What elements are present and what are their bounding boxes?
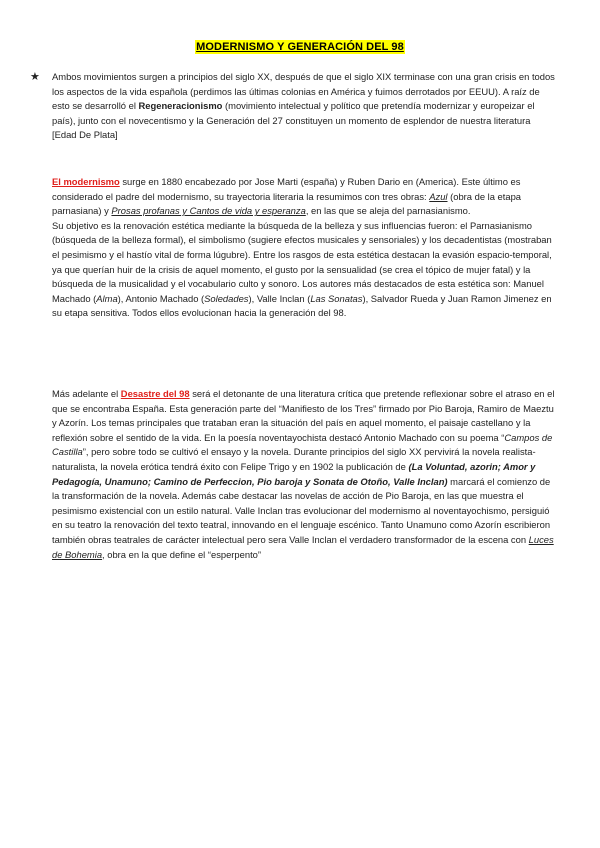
work-azul: Azul [429, 190, 448, 202]
works-1902-list: (La Voluntad, azorin; Amor y Pedagogía, Unamuno; Camino de Perfeccion, Pio baroja y Sonata de Otoño, Valle Inclan) [52, 460, 536, 487]
desastre-text-2: será el detonante de una literatura crítica que pretende reflexionar sobre el atraso en el que se encontraba España. Esta generación parte del “Manifiesto de los Tres” firmado por Pio Baroja, Ramiro de Maeztu y Azorín. Los temas principales que trataban eran la situación del país en aquel momento, el paisaje castellano y la reflexión sobre el sentido de la vida. En la poesía noventayochista destacó Antonio Machado con su poema “ [52, 388, 555, 443]
star-bullet-icon: ★ [30, 71, 40, 83]
desastre-paragraph [52, 387, 556, 562]
work-prosas-profanas: Prosas profanas y Cantos de vida y esperanza [111, 205, 306, 217]
desastre-text-5: , obra en la que define el “esperpento” [102, 548, 262, 560]
modernismo-text-5: ), Antonio Machado ( [117, 292, 205, 304]
desastre-text-1: Más adelante el [52, 388, 121, 399]
modernismo-text-1: surge en 1880 encabezado por Jose Marti (españa) y Ruben Dario en (America). Este último es considerado el padre del modernismo, su trayectoria literaria la resumimos con tres obras: [52, 176, 521, 202]
modernismo-text-2: (obra de la etapa parnasiana) y [52, 190, 522, 217]
modernismo-paragraph [52, 175, 556, 321]
desastre-text-3: ”, pero sobre todo se cultivó el ensayo y la novela. Durante principios del siglo XX pervivirá la novela realista-naturalista, la novela erótica tendrá éxito con Felipe Trigo y en 1902 la publicación de [52, 446, 536, 472]
work-alma: Alma [96, 292, 118, 304]
desastre-text-4: marcará el comienzo de la transformación de la novela. Además cabe destacar las novelas de acción de Pio Baroja, en las que muestra el pesimismo existencial con un estilo natural. Valle Inclan tras evolucionar del modernismo al noventayochismo, persiguió en su teatro la renovación del texto teatral, innovando en el lenguaje escénico. Tanto Unamuno como Azorín escribieron también obras teatrales de carácter intelectual pero sera Valle Inclan el verdadero transformador de la escena con [52, 475, 551, 545]
modernismo-text-4: Su objetivo es la renovación estética mediante la búsqueda de la belleza y sus influencias fueron: el Parnasianismo (búsqueda de la belleza formal), el simbolismo (sugiere efectos musicales y sensoriales) y los decadentistas (mostraban el pesimismo y el hastío vital de forma lúgubre). Entre los rasgos de esta estética destacan la evasión espacio-temporal, ya que querían huir de la crisis de aquel momento, el gusto por la sensualidad (se crea el tópico de mujer fatal) y la búsqueda de la musicalidad y el vocabulario culto y sonoro. Los autores más destacados de esta estética son: Manuel Machado ( [52, 219, 552, 304]
intro-text-1: Ambos movimientos surgen a principios del siglo XX, después de que el siglo XIX terminase con una gran crisis en todos los aspectos de la vida española (perdimos las últimas colonias en América y fuimos derrotados por EEUU). A raíz de esto se desarrolló el [52, 71, 555, 112]
work-las-sonatas: Las Sonatas [310, 292, 363, 304]
intro-paragraph [52, 70, 556, 143]
work-luces-de-bohemia: Luces de Bohemia [52, 533, 554, 560]
work-campos-de-castilla: Campos de Castilla [52, 431, 553, 458]
modernismo-text-7: ), Salvador Rueda y Juan Ramon Jimenez en su etapa sensitiva. Todos ellos evolucionan hacia la generación del 98. [52, 292, 552, 319]
document-title-row [0, 37, 600, 55]
work-soledades: Soledades [204, 292, 249, 304]
desastre-heading: Desastre del 98 [120, 388, 190, 399]
modernismo-text-6: ), Valle Inclan ( [248, 292, 311, 304]
modernismo-heading: El modernismo [52, 176, 120, 187]
intro-text-2: (movimiento intelectual y político que pretendía modernizar y europeizar el país), junto con el novecentismo y la Generación del 27 constituyen un momento de esplendor de nuestra literatura [Edad De Plata] [52, 100, 535, 141]
modernismo-text-3: , en las que se aleja del parnasianismo. [305, 205, 471, 217]
regeneracionismo-term: Regeneracionismo [138, 100, 223, 112]
document-title: MODERNISMO Y GENERACIÓN DEL 98 [196, 41, 404, 53]
